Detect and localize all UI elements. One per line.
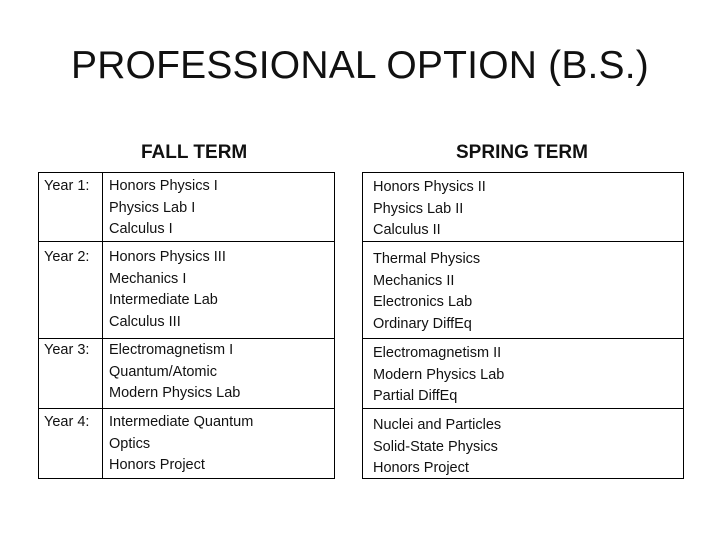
course-item: Electromagnetism I <box>109 342 234 358</box>
spring-courses-year-4 <box>373 415 501 480</box>
course-item: Mechanics II <box>373 272 455 289</box>
year-label-2: Year 2: <box>44 249 90 265</box>
course-item: Physics Lab II <box>373 200 464 217</box>
course-item: Optics <box>109 435 151 452</box>
spring-term-heading: SPRING TERM <box>456 142 588 163</box>
label-separator <box>102 172 103 479</box>
course-item: Honors Project <box>109 457 205 473</box>
course-item: Solid-State Physics <box>373 438 498 455</box>
course-item: Physics Lab I <box>109 199 196 216</box>
course-item: Calculus III <box>109 313 181 330</box>
fall-courses-year-1 <box>109 176 218 241</box>
course-item: Calculus II <box>373 222 441 238</box>
fall-term-heading: FALL TERM <box>141 142 248 163</box>
course-item: Intermediate Quantum <box>109 414 254 430</box>
fall-courses-year-3 <box>109 340 240 405</box>
page-title: PROFESSIONAL OPTION (B.S.) <box>70 44 649 87</box>
course-item: Electronics Lab <box>373 294 473 310</box>
course-item: Thermal Physics <box>373 251 481 267</box>
spring-courses-year-2 <box>373 249 480 335</box>
course-item: Honors Project <box>373 460 469 476</box>
course-item: Quantum/Atomic <box>109 363 217 380</box>
course-item: Honors Physics III <box>109 249 226 265</box>
course-item: Calculus I <box>109 221 173 237</box>
course-item: Honors Physics I <box>109 178 218 194</box>
spring-courses-year-3 <box>373 343 504 408</box>
course-item: Honors Physics II <box>373 179 486 195</box>
year-label-4: Year 4: <box>44 414 90 430</box>
course-item: Partial DiffEq <box>373 388 458 404</box>
course-item: Nuclei and Particles <box>373 417 502 433</box>
year-label-3: Year 3: <box>44 342 90 358</box>
fall-courses-year-4 <box>109 412 253 477</box>
course-item: Intermediate Lab <box>109 292 218 308</box>
course-item: Electromagnetism II <box>373 345 502 361</box>
year-label-1: Year 1: <box>44 178 90 194</box>
course-item: Ordinary DiffEq <box>373 315 472 332</box>
course-item: Modern Physics Lab <box>109 385 241 401</box>
fall-courses-year-2 <box>109 247 226 333</box>
spring-courses-year-1 <box>373 177 486 242</box>
course-item: Mechanics I <box>109 270 187 287</box>
course-item: Modern Physics Lab <box>373 366 505 383</box>
